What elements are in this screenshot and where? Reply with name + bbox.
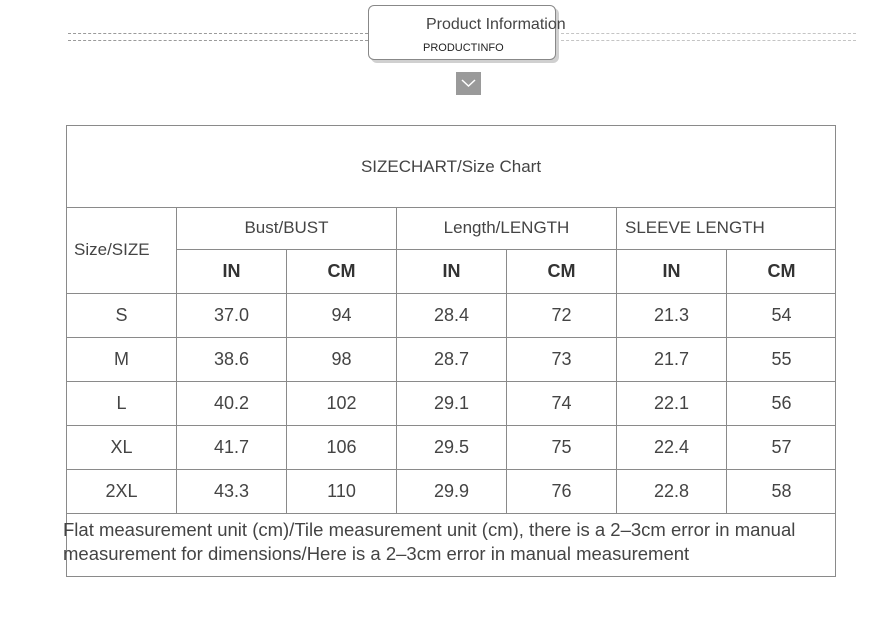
size-cell: S	[115, 305, 128, 325]
size-cell: L	[116, 393, 127, 413]
value-cell: 74	[551, 393, 572, 413]
value-cell: 55	[771, 349, 792, 369]
unit-header-in: IN	[222, 261, 241, 281]
size-cell: XL	[110, 437, 133, 457]
value-cell: 22.4	[653, 437, 690, 457]
value-cell: 73	[551, 349, 572, 369]
size-chart-caption: SIZECHART/Size Chart	[67, 126, 835, 208]
value-cell: 29.9	[433, 481, 470, 501]
header-divider-right	[556, 33, 856, 41]
bust-group-header: Bust/BUST	[244, 218, 329, 237]
unit-header-in: IN	[442, 261, 461, 281]
product-info-title-box	[368, 5, 566, 60]
size-chart-table	[63, 125, 836, 577]
unit-header-cm: CM	[327, 261, 356, 281]
value-cell: 102	[326, 393, 357, 413]
value-cell: 29.1	[433, 393, 470, 413]
value-cell: 58	[771, 481, 792, 501]
size-cell: 2XL	[105, 481, 138, 501]
value-cell: 37.0	[213, 305, 250, 325]
length-group-header: Length/LENGTH	[443, 218, 570, 237]
unit-header-cm: CM	[547, 261, 576, 281]
value-cell: 94	[331, 305, 352, 325]
value-cell: 106	[326, 437, 357, 457]
value-cell: 28.7	[433, 349, 470, 369]
value-cell: 40.2	[213, 393, 250, 413]
value-cell: 43.3	[213, 481, 250, 501]
header-divider-left	[68, 33, 368, 41]
value-cell: 57	[771, 437, 792, 457]
value-cell: 38.6	[213, 349, 250, 369]
value-cell: 21.3	[653, 305, 690, 325]
size-column-header: Size/SIZE	[74, 240, 150, 259]
value-cell: 41.7	[213, 437, 250, 457]
value-cell: 54	[771, 305, 792, 325]
unit-header-in: IN	[662, 261, 681, 281]
value-cell: 75	[551, 437, 572, 457]
value-cell: 28.4	[433, 305, 470, 325]
product-info-subtitle: PRODUCTINFO	[423, 42, 504, 54]
value-cell: 22.8	[653, 481, 690, 501]
value-cell: 72	[551, 305, 572, 325]
measurement-note: Flat measurement unit (cm)/Tile measurement unit (cm), there is a 2–3cm error in manual measurement for dimensions/Here is a 2–3cm error in manual measurement	[63, 519, 796, 564]
unit-header-cm: CM	[767, 261, 796, 281]
product-info-title: Product Information	[426, 16, 566, 33]
value-cell: 21.7	[653, 349, 690, 369]
sleeve-length-group-header: SLEEVE LENGTH	[625, 218, 765, 237]
expand-toggle-button[interactable]	[456, 72, 481, 95]
size-cell: M	[114, 349, 129, 369]
value-cell: 56	[771, 393, 792, 413]
value-cell: 98	[331, 349, 352, 369]
value-cell: 110	[327, 481, 356, 501]
value-cell: 76	[551, 481, 572, 501]
value-cell: 22.1	[653, 393, 690, 413]
value-cell: 29.5	[433, 437, 470, 457]
chevron-down-icon	[456, 72, 481, 95]
row-divider	[67, 513, 835, 514]
